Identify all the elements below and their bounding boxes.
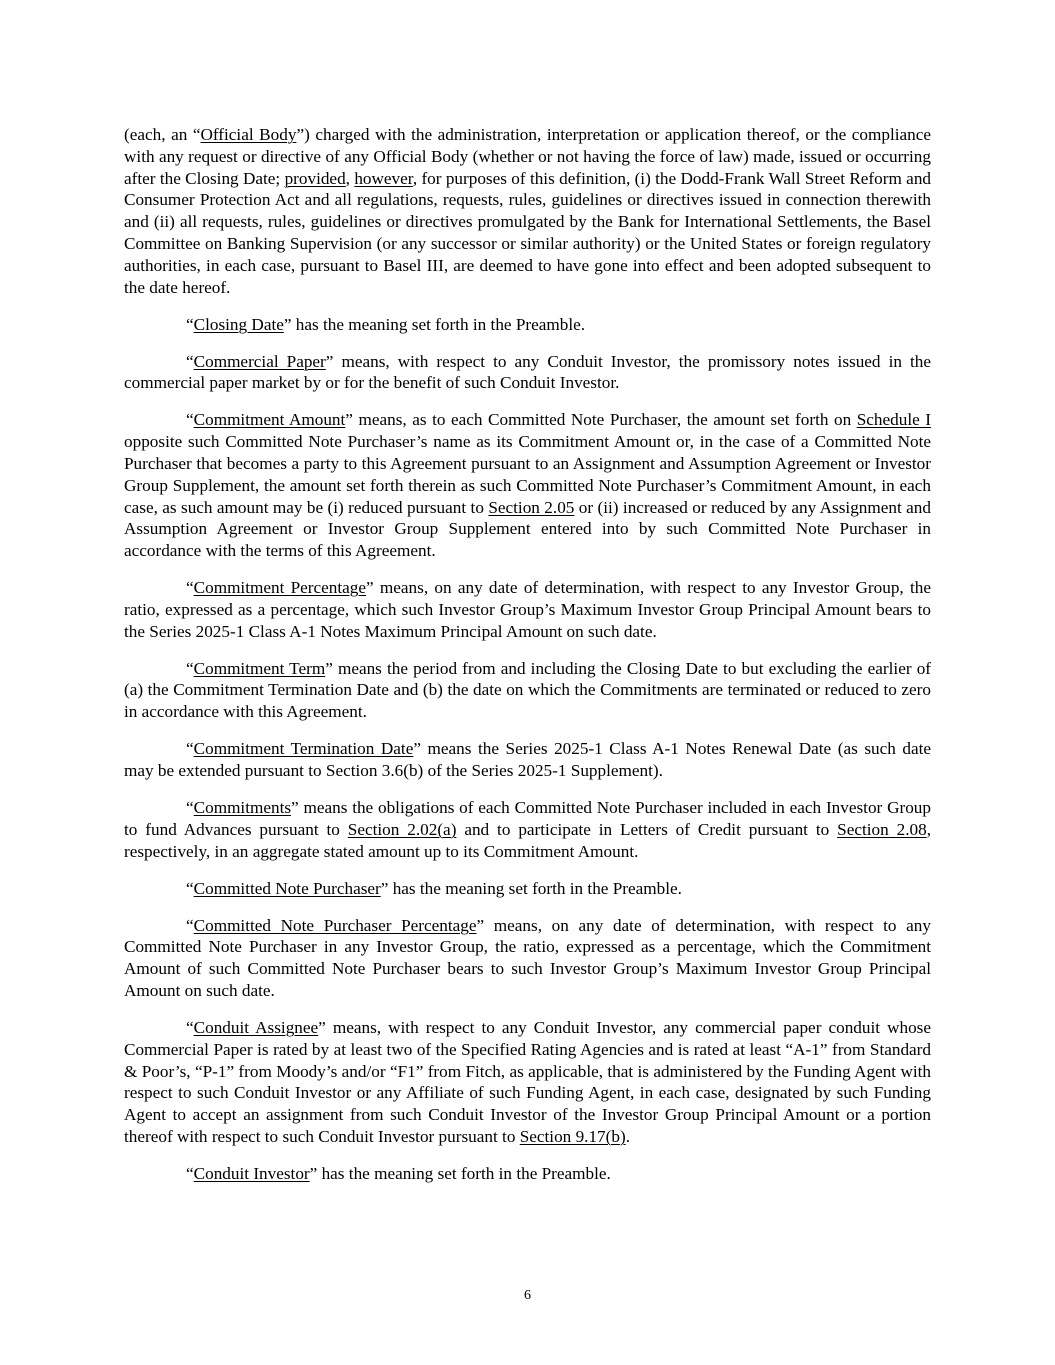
definition-paragraph [124,314,931,336]
defined-term: Committed Note Purchaser Percentage [193,915,477,935]
text-run: . [625,1126,630,1146]
text-run: “ [186,314,194,334]
defined-term: Section 2.08 [837,819,927,839]
text-run: or (ii) increased or reduced by any Assignment and Assumption Agreement or Investor Group Supplement entered into by such Committed Note Purchaser in accordance with the terms of this Agreement. [124,497,931,561]
text-run: ” means, with respect to any Conduit Investor, any commercial paper conduit whose Commercial Paper is rated by at least two of the Specified Rating Agencies and is rated at least “A-1” from Standard & Poor’s, “P-1” from Moody’s and/or “F1” from Fitch, as applicable, that is administered by the Funding Agent with respect to such Conduit Investor or any Affiliate of such Funding Agent, in each case, designated by such Funding Agent to accept an assignment from such Conduit Investor of the Investor Group Principal Amount or a portion thereof with respect to such Conduit Investor pursuant to [124,1017,932,1146]
defined-term: Official Body [200,125,297,144]
defined-term: Commercial Paper [193,351,326,371]
defined-term: provided [284,168,346,188]
defined-term: Section 2.05 [488,497,575,517]
text-run: “ [186,878,194,898]
text-run: and to participate in Letters of Credit pursuant to [456,819,838,839]
text-run: ” means, with respect to any Conduit Investor, the promissory notes issued in the commercial paper market by or for the benefit of such Conduit Investor. [124,351,931,393]
continuation-paragraph [124,124,931,298]
text-run: ” has the meaning set forth in the Preamble. [380,878,682,898]
text-run: opposite such Committed Note Purchaser’s name as its Commitment Amount or, in the case of a Committed Note Purchaser that becomes a party to this Agreement pursuant to an Assignment and Assumption Agreement or Investor Group Supplement, the amount set forth therein as such Committed Note Purchaser’s Commitment Amount, in each case, as such amount may be (i) reduced pursuant to [124,432,931,517]
defined-term: Commitments [193,798,292,818]
text-run: ”) charged with the administration, interpretation or application thereof, or the compliance with any request or directive of any Official Body (whether or not having the force of law) made, issued or occurring after the Closing Date; [124,125,931,188]
defined-term: Conduit Assignee [193,1017,319,1037]
text-run: “ [186,578,194,598]
text-run: “ [186,410,194,430]
text-run: “ [186,739,194,759]
text-run: , for purposes of this definition, (i) the Dodd-Frank Wall Street Reform and Consumer Protection Act and all regulations, requests, rules, guidelines or directives issued in connection therewith and (ii) all requests, rules, guidelines or directives promulgated by the Bank for International Settlements, the Basel Committee on Banking Supervision (or any successor or similar authority) or the United States or foreign regulatory authorities, in each case, pursuant to Basel III, are deemed to have gone into effect and been adopted subsequent to the date hereof. [124,168,932,297]
defined-term: Commitment Percentage [193,578,367,598]
text-run: ” means, as to each Committed Note Purchaser, the amount set forth on [345,410,857,430]
text-run: , respectively, in an aggregate stated amount up to its Commitment Amount. [124,819,931,861]
defined-term: Section 9.17(b) [519,1126,626,1146]
definition-paragraph [124,915,931,1002]
definition-paragraph [124,797,931,862]
defined-term: Committed Note Purchaser [193,878,381,898]
defined-term: however [354,168,413,188]
definition-paragraph [124,738,931,782]
text-run: ” means, on any date of determination, with respect to any Investor Group, the ratio, expressed as a percentage, which such Investor Group’s Maximum Investor Group Principal Amount bears to the Series 2025-1 Class A-1 Notes Maximum Principal Amount on such date. [124,578,931,641]
text-run: ” has the meaning set forth in the Preamble. [283,314,586,334]
text-run: “ [186,1017,194,1037]
definition-paragraph [124,577,931,642]
text-run: “ [186,351,194,371]
text-run: ” means the period from and including the Closing Date to but excluding the earlier of (a) the Commitment Termination Date and (b) the date on which the Commitments are terminated or reduced to zero in accordance with this Agreement. [124,658,932,722]
text-run: ” means the obligations of each Committed Note Purchaser included in each Investor Group to fund Advances pursuant to [124,798,931,839]
definition-paragraph [124,658,931,723]
defined-term: Conduit Investor [193,1163,310,1183]
text-run: , [345,168,355,188]
text-run: ” means, on any date of determination, with respect to any Committed Note Purchaser in any Investor Group, the ratio, expressed as a percentage, which the Commitment Amount of such Committed Note Purchaser bears to such Investor Group’s Maximum Investor Group Principal Amount on such date. [124,915,931,1000]
definition-paragraph [124,409,931,562]
text-run: “ [186,915,194,935]
text-run: (each, an “ [124,125,201,144]
definition-paragraph [124,878,931,900]
defined-term: Schedule I [856,410,932,430]
page-number: 6 [524,1288,531,1303]
defined-term: Commitment Amount [193,410,346,430]
definition-paragraph [124,1163,931,1185]
text-run: “ [186,658,194,678]
document-body [124,124,931,1200]
definition-paragraph [124,1017,931,1148]
text-run: “ [186,1163,194,1183]
defined-term: Closing Date [193,314,284,334]
definition-paragraph [124,351,931,395]
defined-term: Commitment Termination Date [193,739,414,759]
defined-term: Section 2.02(a) [347,819,457,839]
defined-term: Commitment Term [193,658,326,678]
text-run: ” means the Series 2025-1 Class A-1 Notes Renewal Date (as such date may be extended pursuant to Section 3.6(b) of the Series 2025-1 Supplement). [124,739,931,781]
text-run: “ [186,798,194,818]
text-run: ” has the meaning set forth in the Preamble. [309,1163,611,1183]
